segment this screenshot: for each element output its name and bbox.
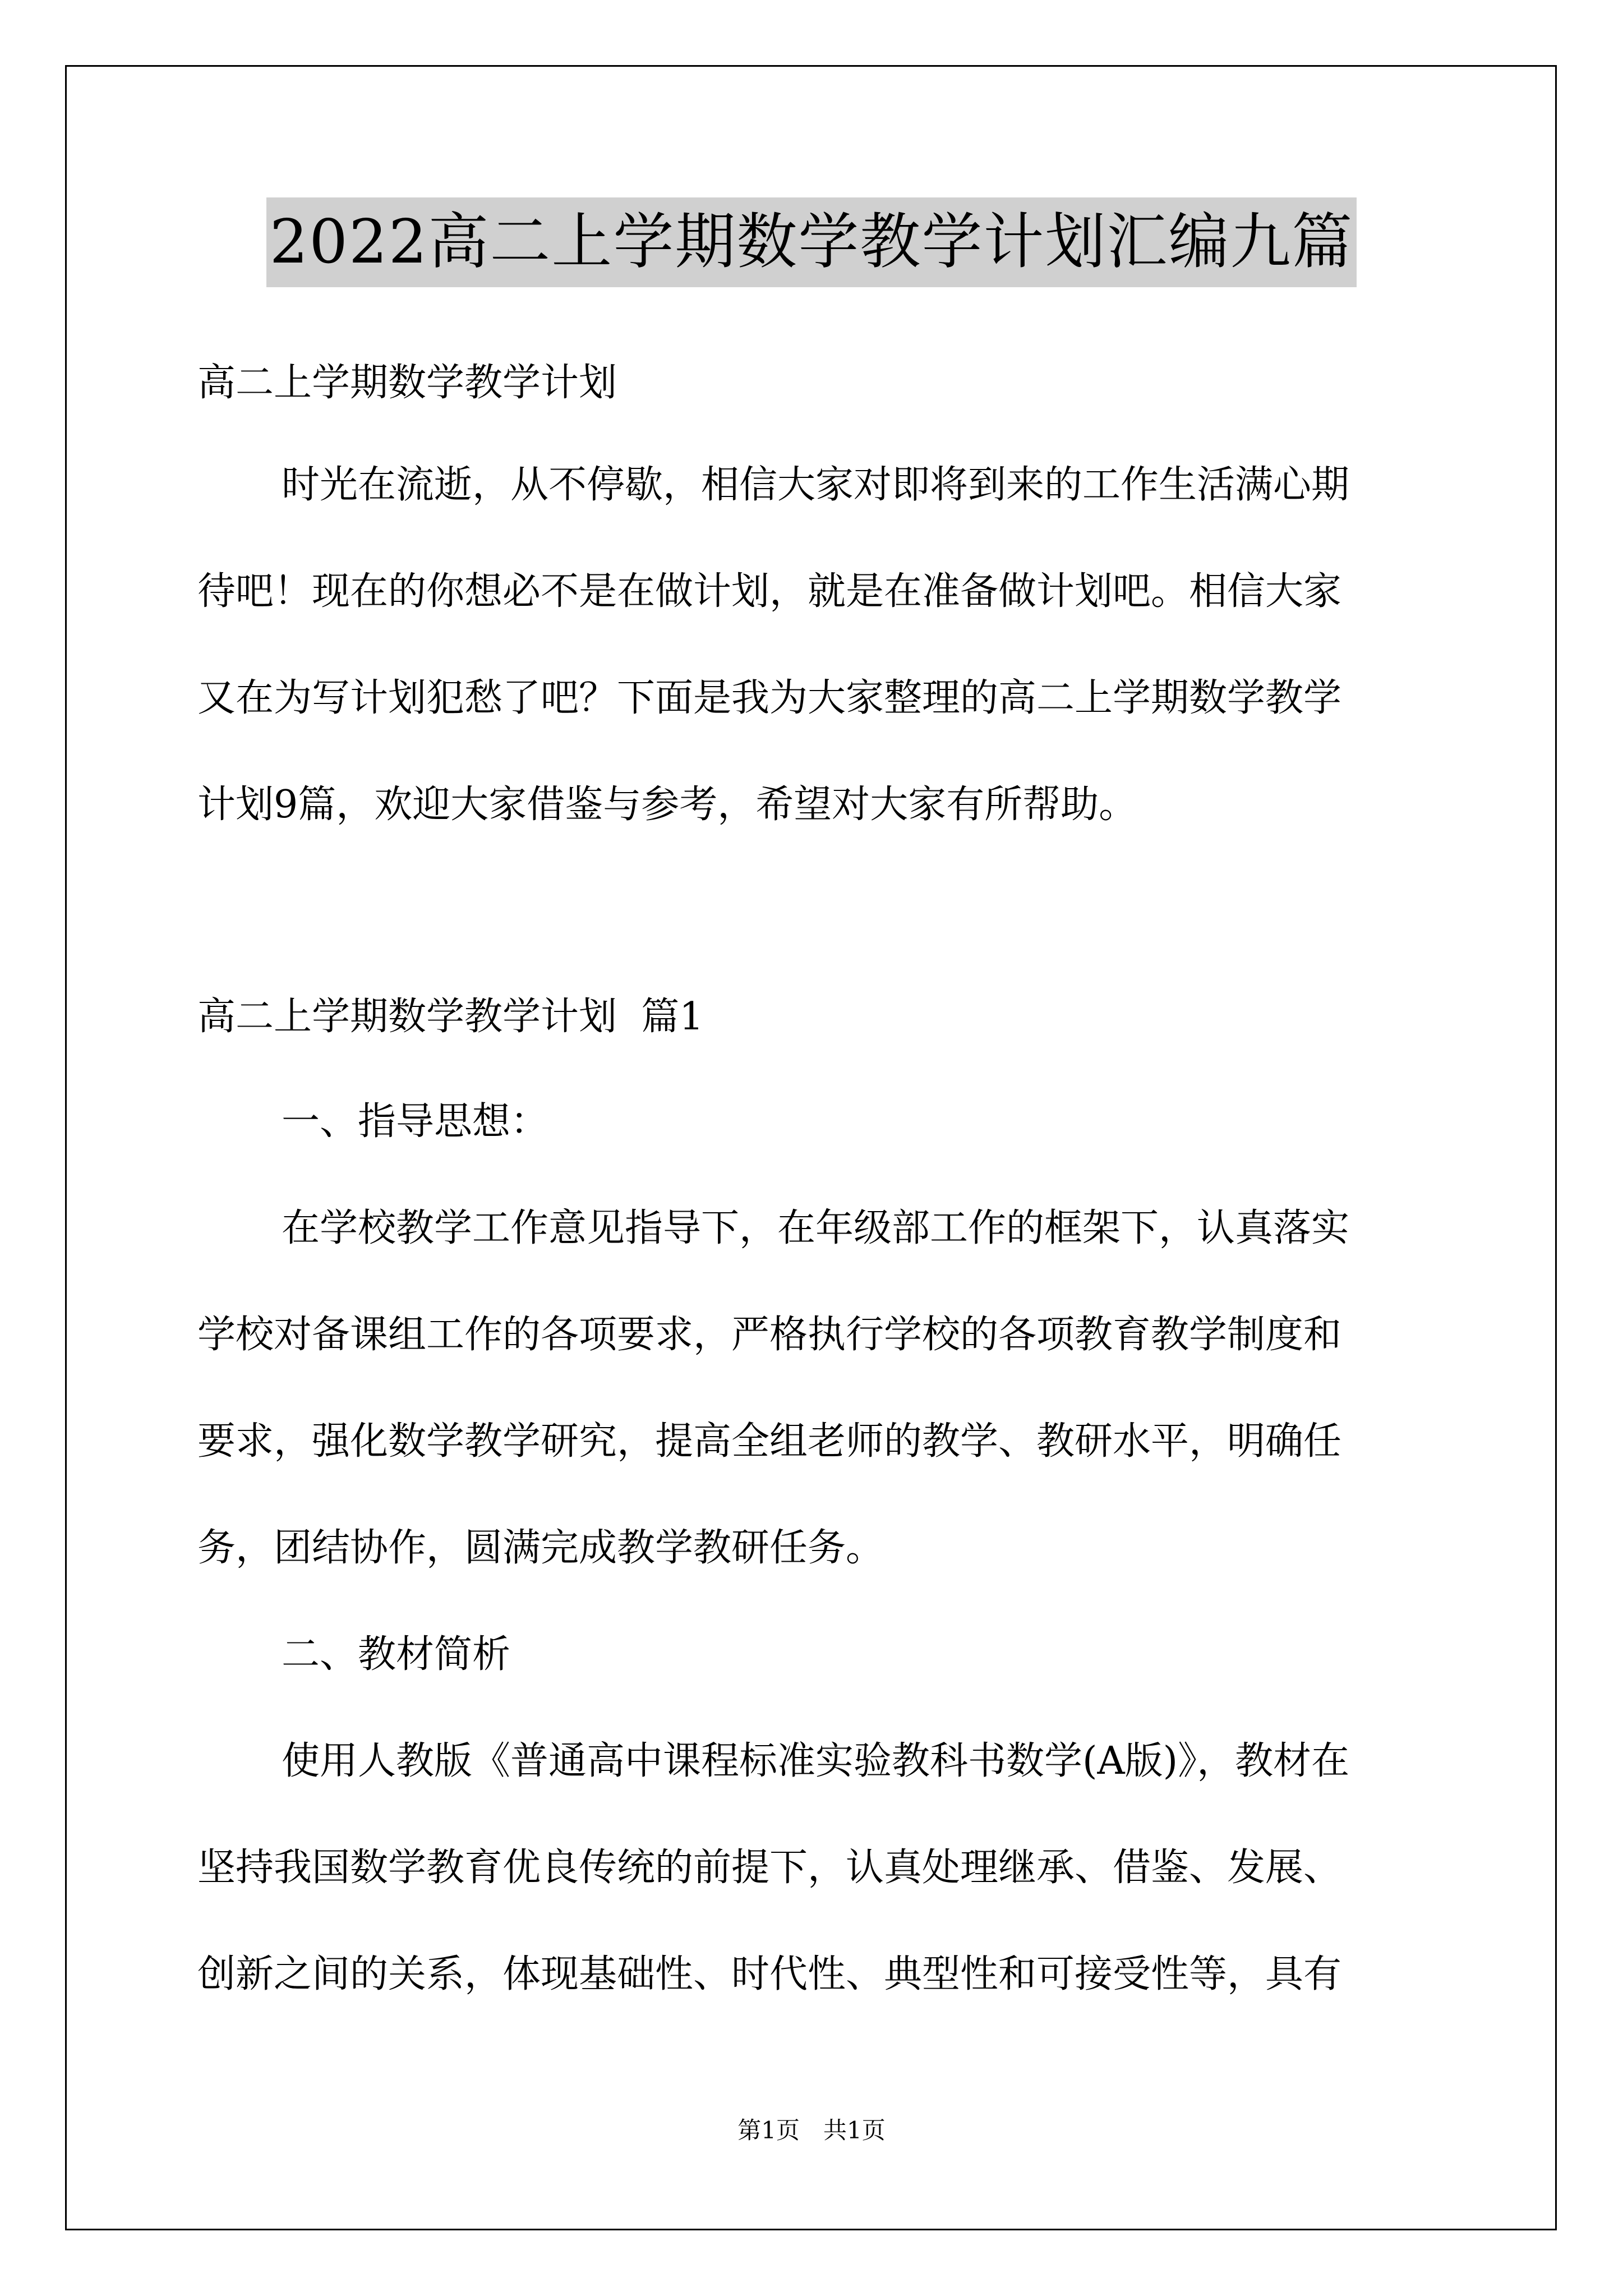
subtitle: 高二上学期数学教学计划 bbox=[197, 361, 617, 405]
intro-line-1: 时光在流逝，从不停歇，相信大家对即将到来的工作生活满心期 bbox=[282, 463, 1350, 507]
title-container bbox=[0, 197, 1623, 287]
intro-line-2: 待吧！现在的你想必不是在做计划，就是在准备做计划吧。相信大家 bbox=[197, 569, 1342, 614]
heading-guiding-ideology: 一、指导思想： bbox=[282, 1099, 549, 1144]
document-title: 2022高二上学期数学教学计划汇编九篇 bbox=[266, 197, 1357, 287]
para2-line-3: 创新之间的关系，体现基础性、时代性、典型性和可接受性等，具有 bbox=[197, 1952, 1342, 1996]
section-title: 高二上学期数学教学计划 篇1 bbox=[197, 995, 704, 1039]
heading-textbook-analysis: 二、教材简析 bbox=[282, 1632, 511, 1677]
para1-line-4: 务，团结协作，圆满完成教学教研任务。 bbox=[197, 1526, 884, 1570]
para1-line-2: 学校对备课组工作的各项要求，严格执行学校的各项教育教学制度和 bbox=[197, 1313, 1342, 1357]
para1-line-3: 要求，强化数学教学研究，提高全组老师的教学、教研水平，明确任 bbox=[197, 1419, 1342, 1464]
para2-line-1: 使用人教版《普通高中课程标准实验教科书数学(A版)》，教材在 bbox=[282, 1739, 1350, 1783]
page-footer: 第1页 共1页 bbox=[737, 2116, 886, 2144]
para1-line-1: 在学校教学工作意见指导下，在年级部工作的框架下，认真落实 bbox=[282, 1206, 1350, 1250]
intro-line-4: 计划9篇，欢迎大家借鉴与参考，希望对大家有所帮助。 bbox=[197, 783, 1137, 827]
para2-line-2: 坚持我国数学教育优良传统的前提下，认真处理继承、借鉴、发展、 bbox=[197, 1846, 1342, 1890]
intro-line-3: 又在为写计划犯愁了吧？下面是我为大家整理的高二上学期数学教学 bbox=[197, 676, 1342, 720]
